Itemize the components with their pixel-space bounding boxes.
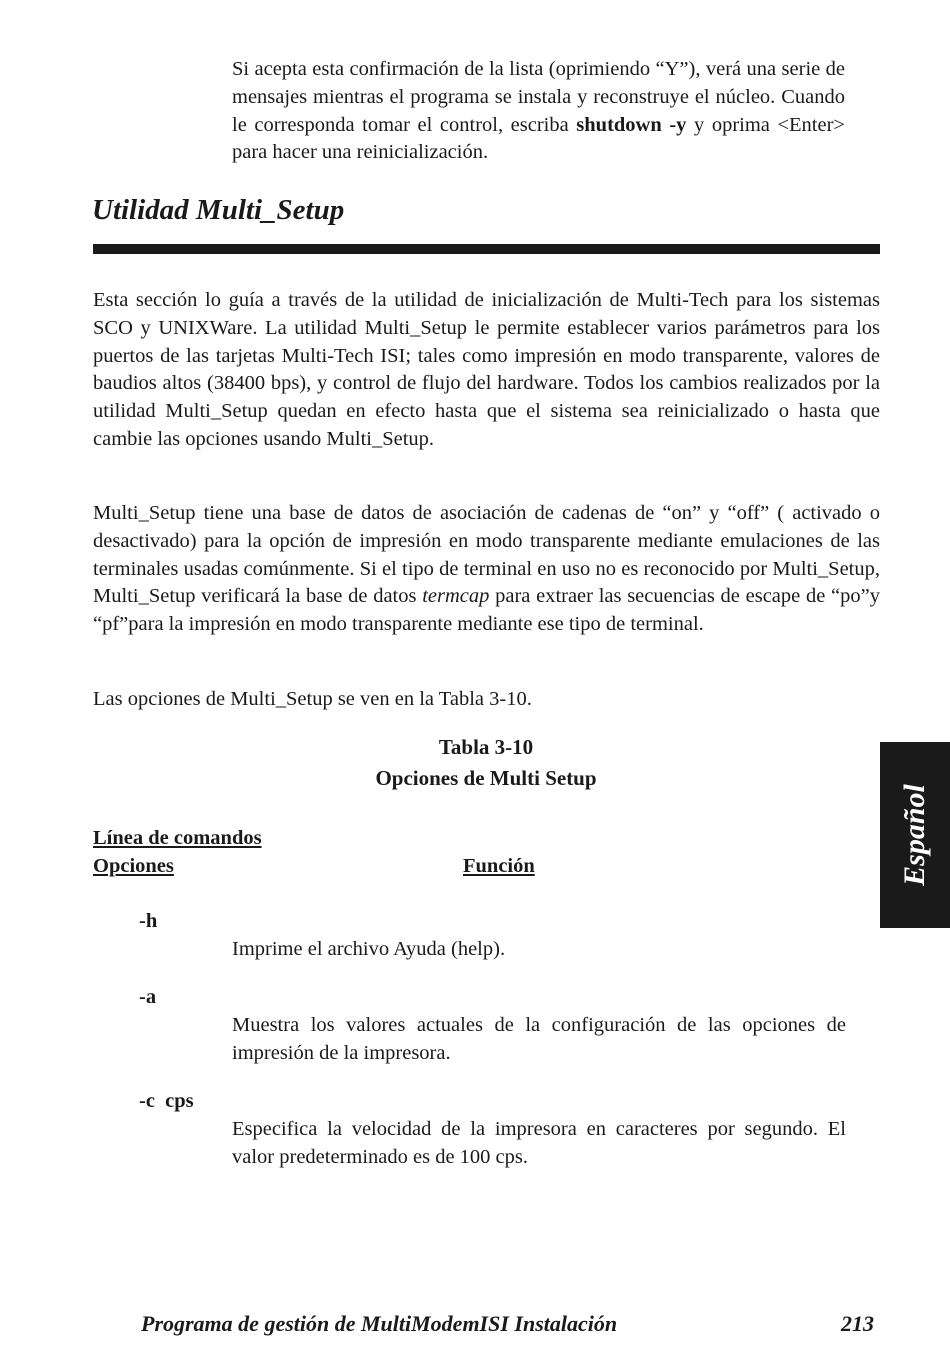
column-header-command-line: Línea de comandos: [93, 827, 262, 849]
paragraph-2: [93, 500, 880, 639]
intro-paragraph: [232, 56, 845, 167]
language-side-tab-label: Español: [898, 784, 931, 886]
option-flag: -h: [139, 910, 158, 932]
paragraph-2-text-before: Multi_Setup tiene una base de datos de asociación de cadenas de “on” y “off” ( activado o desactivado) para la opción de impresión en modo transparente mediante emulaciones de las terminales usadas comúnmente. Si el tipo de terminal en uso no es reconocido por Multi_Setup, Multi_Setup verificará la base de datos: [93, 502, 880, 608]
option-description: Muestra los valores actuales de la configuración de las opciones de impresión de la impresora.: [232, 1014, 846, 1064]
paragraph-3: Las opciones de Multi_Setup se ven en la Tabla 3-10.: [93, 688, 532, 710]
paragraph-2-text-after: para extraer las secuencias de escape de “po”y “pf”para la impresión en modo transparente mediante ese tipo de terminal.: [93, 585, 880, 636]
option-description: Imprime el archivo Ayuda (help).: [232, 938, 506, 960]
option-flag: -a: [139, 986, 157, 1008]
table-caption-number: Tabla 3-10: [438, 735, 534, 759]
table-caption-title: Opciones de Multi Setup: [375, 766, 597, 790]
paragraph-1: Esta sección lo guía a través de la utilidad de inicialización de Multi-Tech para los sistemas SCO y UNIXWare. La utilidad Multi_Setup le permite establecer varios parámetros para los puertos de las tarjetas Multi-Tech ISI; tales como impresión en modo transparente, valores de baudios altos (38400 bps), y control de flujo del hardware. Todos los cambios realizados por la utilidad Multi_Setup quedan en efecto hasta que el sistema sea reinicializado o hasta que cambie las opciones usando Multi_Setup.: [93, 289, 880, 450]
language-side-tab: [880, 742, 950, 928]
section-title: Utilidad Multi_Setup: [92, 194, 345, 226]
intro-text-before: Si acepta esta confirmación de la lista (oprimiendo “Y”), verá una serie de mensajes mientras el programa se instala y reconstruye el núcleo. Cuando le corresponda tomar el control, escriba: [232, 58, 845, 136]
column-header-options: Opciones: [93, 855, 174, 877]
footer-title: Programa de gestión de MultiModemISI Instalación: [141, 1311, 618, 1336]
page-number: 213: [841, 1311, 874, 1336]
option-flag: -c cps: [139, 1090, 194, 1112]
section-rule: [93, 244, 880, 254]
shutdown-command: shutdown -y: [576, 113, 687, 136]
column-header-function: Función: [463, 855, 535, 877]
table-caption: [280, 732, 692, 794]
option-description: Especifica la velocidad de la impresora en caracteres por segundo. El valor predeterminado es de 100 cps.: [232, 1118, 846, 1168]
termcap-term: termcap: [422, 585, 490, 608]
intro-text-after: y oprima <Enter> para hacer una reinicialización.: [232, 113, 845, 164]
